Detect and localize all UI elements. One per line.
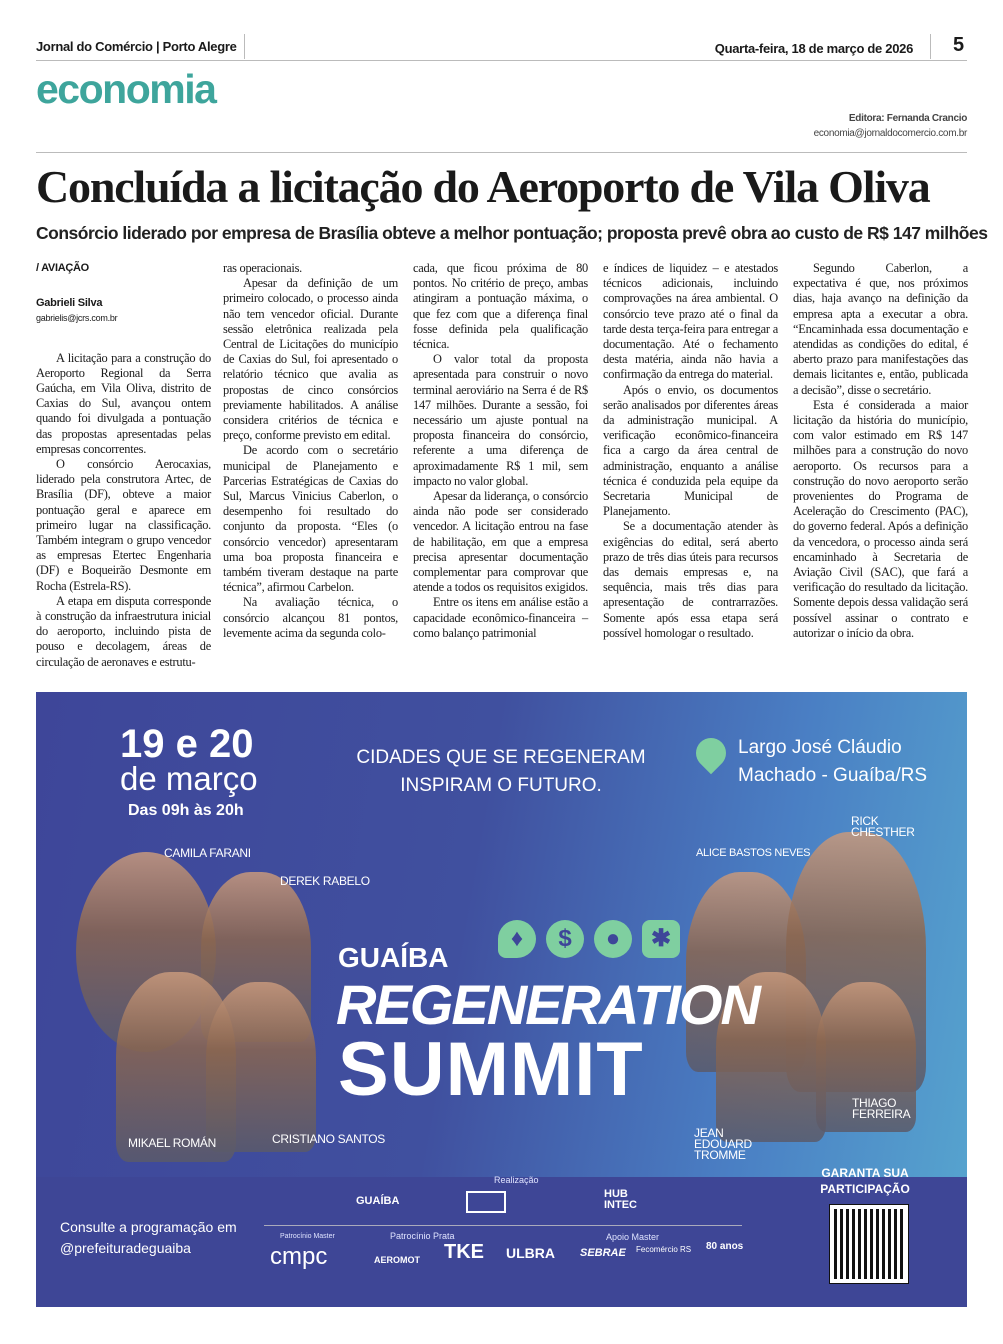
author-name: Gabrieli Silva — [36, 297, 103, 310]
label-apoio-master: Apoio Master — [606, 1232, 660, 1242]
paragraph: e índices de liquidez – e atestados técnicos adicionais, incluindo comprovações na área ambiental. O consórcio teve prazo até o final da tarde desta terça-feira para entregar a documentação. Até o fechamento desta matéria, ainda não havia a confirmação da entrega do material. — [603, 261, 778, 382]
ad-consult — [60, 1217, 237, 1259]
event-advertisement[interactable] — [36, 692, 967, 1307]
article-column-4 — [603, 261, 778, 661]
asterisk-icon: ✱ — [642, 920, 680, 958]
paragraph: De acordo com o secretário municipal de Planejamento e Parcerias Estratégicas de Caxias do Sul, Marcus Vinicius Caberlon, o desempenho foi resultado do conjunto da proposta. “Eles (o consórcio vencedor) apresentaram uma boa proposta financeira e também tiveram destaque na parte técnica”, afirmou Carbelon. — [223, 443, 398, 595]
location-line: Largo José Cláudio — [738, 737, 902, 758]
paragraph: Se a documentação atender às exigências do edital, será aberto prazo de três dias úteis para recursos das demais empresas e, na sequência, mais três dias para apresentação de contrarrazões. Somente após essa etapa será possível homologar o resultado. — [603, 519, 778, 640]
paragraph: Entre os itens em análise estão a capacidade econômico-financeira – como balanço patrimonial — [413, 595, 588, 640]
article-column-3 — [413, 261, 588, 661]
subheadline: Consórcio liderado por empresa de Brasília obteve a melhor pontuação; proposta prevê obra ao custo de R$ 147 milhões — [36, 223, 988, 243]
article-column-5 — [793, 261, 968, 661]
ad-location — [738, 734, 927, 790]
consult-line: Consulte a programação em — [60, 1219, 237, 1235]
paragraph: Na avaliação técnica, o consórcio alcançou 81 pontos, levemente acima da segunda colo- — [223, 595, 398, 640]
location-pin-icon — [690, 732, 732, 774]
paragraph: cada, que ficou próxima de 80 pontos. No critério de preço, ambas atingiram a pontuação máxima, o que fez com que a diferença final fosse definida pela qualificação técnica. — [413, 261, 588, 352]
speaker-name: CAMILA FARANI — [164, 846, 251, 860]
label-patrocinio-master: Patrocínio Master — [280, 1233, 335, 1240]
instagram-handle[interactable]: @prefeituradeguaiba — [60, 1240, 191, 1256]
speaker-photo — [206, 982, 316, 1152]
section-title: economia — [36, 66, 216, 112]
divider — [244, 34, 245, 59]
ad-month: de março — [120, 760, 258, 797]
paragraph: A licitação para a construção do Aeroporto Regional da Serra Gaúcha, em Vila Oliva, distrito de Caxias do Sul, avançou ontem quando foi divulgada a pontuação das propostas apresentadas pelas empresas concorrentes. — [36, 350, 211, 456]
paper-name: Jornal do Comércio | Porto Alegre — [36, 39, 237, 54]
editor-email[interactable]: economia@jornaldocomercio.com.br — [813, 128, 967, 139]
speaker-name: MIKAEL ROMÁN — [128, 1136, 216, 1150]
ad-cta: GARANTA SUA PARTICIPAÇÃO — [820, 1166, 910, 1196]
logo-aeromot: AEROMOT — [374, 1255, 420, 1265]
paragraph: O valor total da proposta apresentada para construir o novo terminal aeroviário na Serra é de R$ 147 milhões. Durante a sessão, foi necessário um ajuste pontual na proposta financeira do consórcio, referente a uma diferença de aproximadamente R$ 1 mil, sem impacto no valor global. — [413, 352, 588, 488]
speaker-name: THIAGO FERREIRA — [852, 1096, 911, 1121]
paragraph: Esta é considerada a maior licitação da história do município, com valor estimado em R$ 147 milhões para a construção do novo aeroporto. Os recursos para a construção do novo aeroporto serão provenientes do Programa de Aceleração do Crescimento (PAC), do governo federal. Após a definição da vencedora, o processo ainda será encaminhado à Secretaria de Aviação Civil (SAC), que fará a verificação do resultado da licitação. Somente depois dessa validação será possível assinar o contrato e autorizar o início da obra. — [793, 397, 968, 640]
logo-tke: TKE — [444, 1241, 484, 1263]
logo-80-anos: 80 anos — [706, 1241, 744, 1252]
logo-sebrae: SEBRAE — [580, 1247, 626, 1259]
label-realizacao: Realização — [494, 1175, 539, 1185]
divider — [930, 34, 931, 59]
label-patrocinio-prata: Patrocínio Prata — [390, 1231, 455, 1241]
logo-guaiba: GUAÍBA — [356, 1195, 400, 1207]
paragraph: Apesar da definição de um primeiro colocado, o processo ainda não tem vencedor oficial. Durante sessão eletrônica realizada pela Central de Licitações do município de Caxias do Sul, foi apresentado o relatório técnico que avalia as propostas de cinco consórcios previamente habilitados. A análise considera critérios de técnica e preço, conforme previsto em edital. — [223, 276, 398, 443]
issue-date: Quarta-feira, 18 de março de 2026 — [714, 41, 913, 56]
ad-date: 19 e 20 — [120, 722, 254, 766]
paragraph: O consórcio Aerocaxias, liderado pela construtora Artec, de Brasília (DF), obteve a maior pontuação geral e aparece em primeiro lugar na classificação. Também integram o grupo vencedor as empresas Etertec Engenharia (DF) e Boqueirão Desmonte em Rocha (Estrela-RS). — [36, 457, 211, 593]
speaker-name: RICK CHESTHER — [851, 814, 915, 839]
editor-name: Editora: Fernanda Crancio — [848, 113, 967, 124]
tagline-line: CIDADES QUE SE REGENERAM — [356, 747, 646, 768]
speaker-name: ALICE BASTOS NEVES — [696, 847, 811, 859]
article-column-1 — [36, 261, 211, 669]
logo-badge — [466, 1191, 506, 1213]
speaker-name: JEAN EDOUARD TROMME — [694, 1126, 752, 1162]
page-number: 5 — [953, 34, 964, 56]
location-line: Machado - Guaíba/RS — [738, 765, 928, 786]
paragraph: Segundo Caberlon, a expectativa é que, nos próximos dias, haja avanço na definição da empresa apta a executar a obra. “Encaminhada essa documentação e atendidas as condições do edital, é aberto prazo para manifestações das demais licitantes e, então, publicada a decisão”, disse o secretário. — [793, 261, 968, 397]
kicker: / AVIAÇÃO — [36, 262, 89, 274]
speaker-name: CRISTIANO SANTOS — [272, 1132, 385, 1146]
dollar-icon: $ — [546, 920, 584, 958]
author-email[interactable]: gabrielis@jcrs.com.br — [36, 313, 118, 324]
editor-info — [814, 111, 967, 141]
ad-title-city: GUAÍBA — [338, 942, 449, 973]
logo-ulbra: ULBRA — [506, 1245, 555, 1261]
paragraph: Após o envio, os documentos serão analisados por diferentes áreas da administração municipal. A verificação econômico-financeira fica a cargo da área central de administração, enquanto a análise técnica é conduzida pela equipe da Secretaria Municipal de Planejamento. — [603, 382, 778, 519]
article-column-2 — [223, 261, 398, 661]
logo-hub-intec: HUB INTEC — [604, 1188, 637, 1211]
ad-tagline — [356, 744, 646, 800]
ad-title-main: REGENERATION — [336, 973, 759, 1036]
lightbulb-icon: ● — [594, 920, 632, 958]
logo-cmpc: cmpc — [270, 1243, 328, 1270]
section-rule — [36, 152, 967, 153]
paragraph: A etapa em disputa corresponde à construção da infraestrutura inicial do aeroporto, incluindo pista de pouso e decolagem, áreas de circulação de aeronaves e estrutu- — [36, 593, 211, 669]
ad-title-summit: SUMMIT — [338, 1027, 644, 1112]
paragraph: ras operacionais. — [223, 261, 303, 275]
ad-footer — [36, 1166, 967, 1307]
ad-hours: Das 09h às 20h — [128, 802, 244, 819]
headline: Concluída a licitação do Aeroporto de Vila Oliva — [36, 161, 930, 212]
water-drop-icon: ♦ — [498, 920, 536, 958]
qr-code[interactable] — [830, 1205, 908, 1283]
tagline-line: INSPIRAM O FUTURO. — [400, 775, 602, 796]
divider — [264, 1225, 742, 1226]
speaker-name: DEREK RABELO — [280, 874, 370, 888]
header-rule — [36, 60, 967, 61]
logo-fecomercio: Fecomércio RS — [636, 1245, 692, 1254]
paragraph: Apesar da liderança, o consórcio ainda não pode ser considerado vencedor. A licitação entrou na fase de habilitação, em que a empresa precisa apresentar documentação complementar para comprovar que atende a todos os requisitos exigidos. — [413, 489, 588, 595]
